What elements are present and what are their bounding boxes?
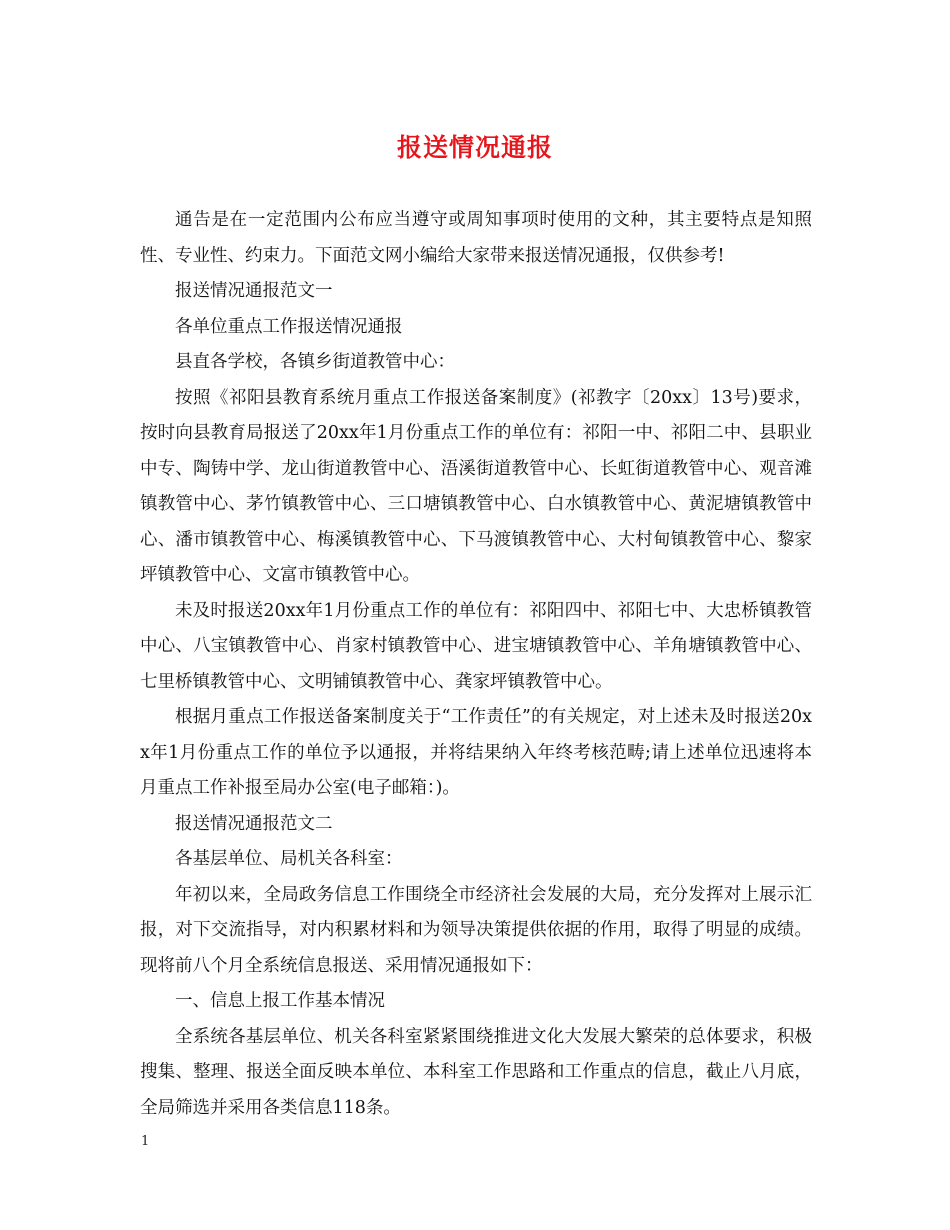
paragraph-notice-rule: 根据月重点工作报送备案制度关于“工作责任”的有关规定，对上述未及时报送20xx年1月份重点工作的单位予以通报，并将结果纳入年终考核范畴;请上述单位迅速将本月重点工作补报至局办公室(电子邮箱：)。: [140, 707, 812, 798]
paragraph-addressee: 县直各学校，各镇乡街道教管中心：: [175, 352, 455, 372]
paragraph-section-heading: 一、信息上报工作基本情况: [175, 991, 385, 1011]
paragraph-statistics: 全系统各基层单位、机关各科室紧紧围绕推进文化大发展大繁荣的总体要求，积极搜集、整理、报送全面反映本单位、本科室工作思路和工作重点的信息，截止八月底，全局筛选并采用各类信息118条。: [140, 1026, 812, 1118]
document-title: 报送情况通报: [396, 133, 553, 162]
paragraph-intro: 通告是在一定范围内公布应当遵守或周知事项时使用的文种，其主要特点是知照性、专业性、约束力。下面范文网小编给大家带来报送情况通报，仅供参考!: [140, 210, 812, 266]
paragraph-overview: 年初以来，全局政务信息工作围绕全市经济社会发展的大局，充分发挥对上展示汇报，对下交流指导，对内积累材料和为领导决策提供依据的作用，取得了明显的成绩。现将前八个月全系统信息报送、采用情况通报如下：: [140, 884, 812, 976]
paragraph-addressee-two: 各基层单位、局机关各科室：: [175, 849, 403, 869]
paragraph-heading-sample-one: 报送情况通报范文一: [175, 281, 333, 301]
document-body: [140, 203, 812, 1126]
paragraph-late-units: 未及时报送20xx年1月份重点工作的单位有：祁阳四中、祁阳七中、大忠桥镇教管中心、八宝镇教管中心、肖家村镇教管中心、进宝塘镇教管中心、羊角塘镇教管中心、七里桥镇教管中心、文明铺镇教管中心、龚家坪镇教管中心。: [140, 600, 812, 692]
paragraph-notice-title: 各单位重点工作报送情况通报: [175, 316, 403, 337]
paragraph-on-time-units: 按照《祁阳县教育系统月重点工作报送备案制度》(祁教字〔20xx〕13号)要求，按时向县教育局报送了20xx年1月份重点工作的单位有：祁阳一中、祁阳二中、县职业中专、陶铸中学、龙山街道教管中心、浯溪街道教管中心、长虹街道教管中心、观音滩镇教管中心、茅竹镇教管中心、三口塘镇教管中心、白水镇教管中心、黄泥塘镇教管中心、潘市镇教管中心、梅溪镇教管中心、下马渡镇教管中心、大村甸镇教管中心、黎家坪镇教管中心、文富市镇教管中心。: [140, 387, 812, 585]
paragraph-heading-sample-two: 报送情况通报范文二: [175, 813, 333, 834]
page-number: 1: [141, 1134, 150, 1149]
